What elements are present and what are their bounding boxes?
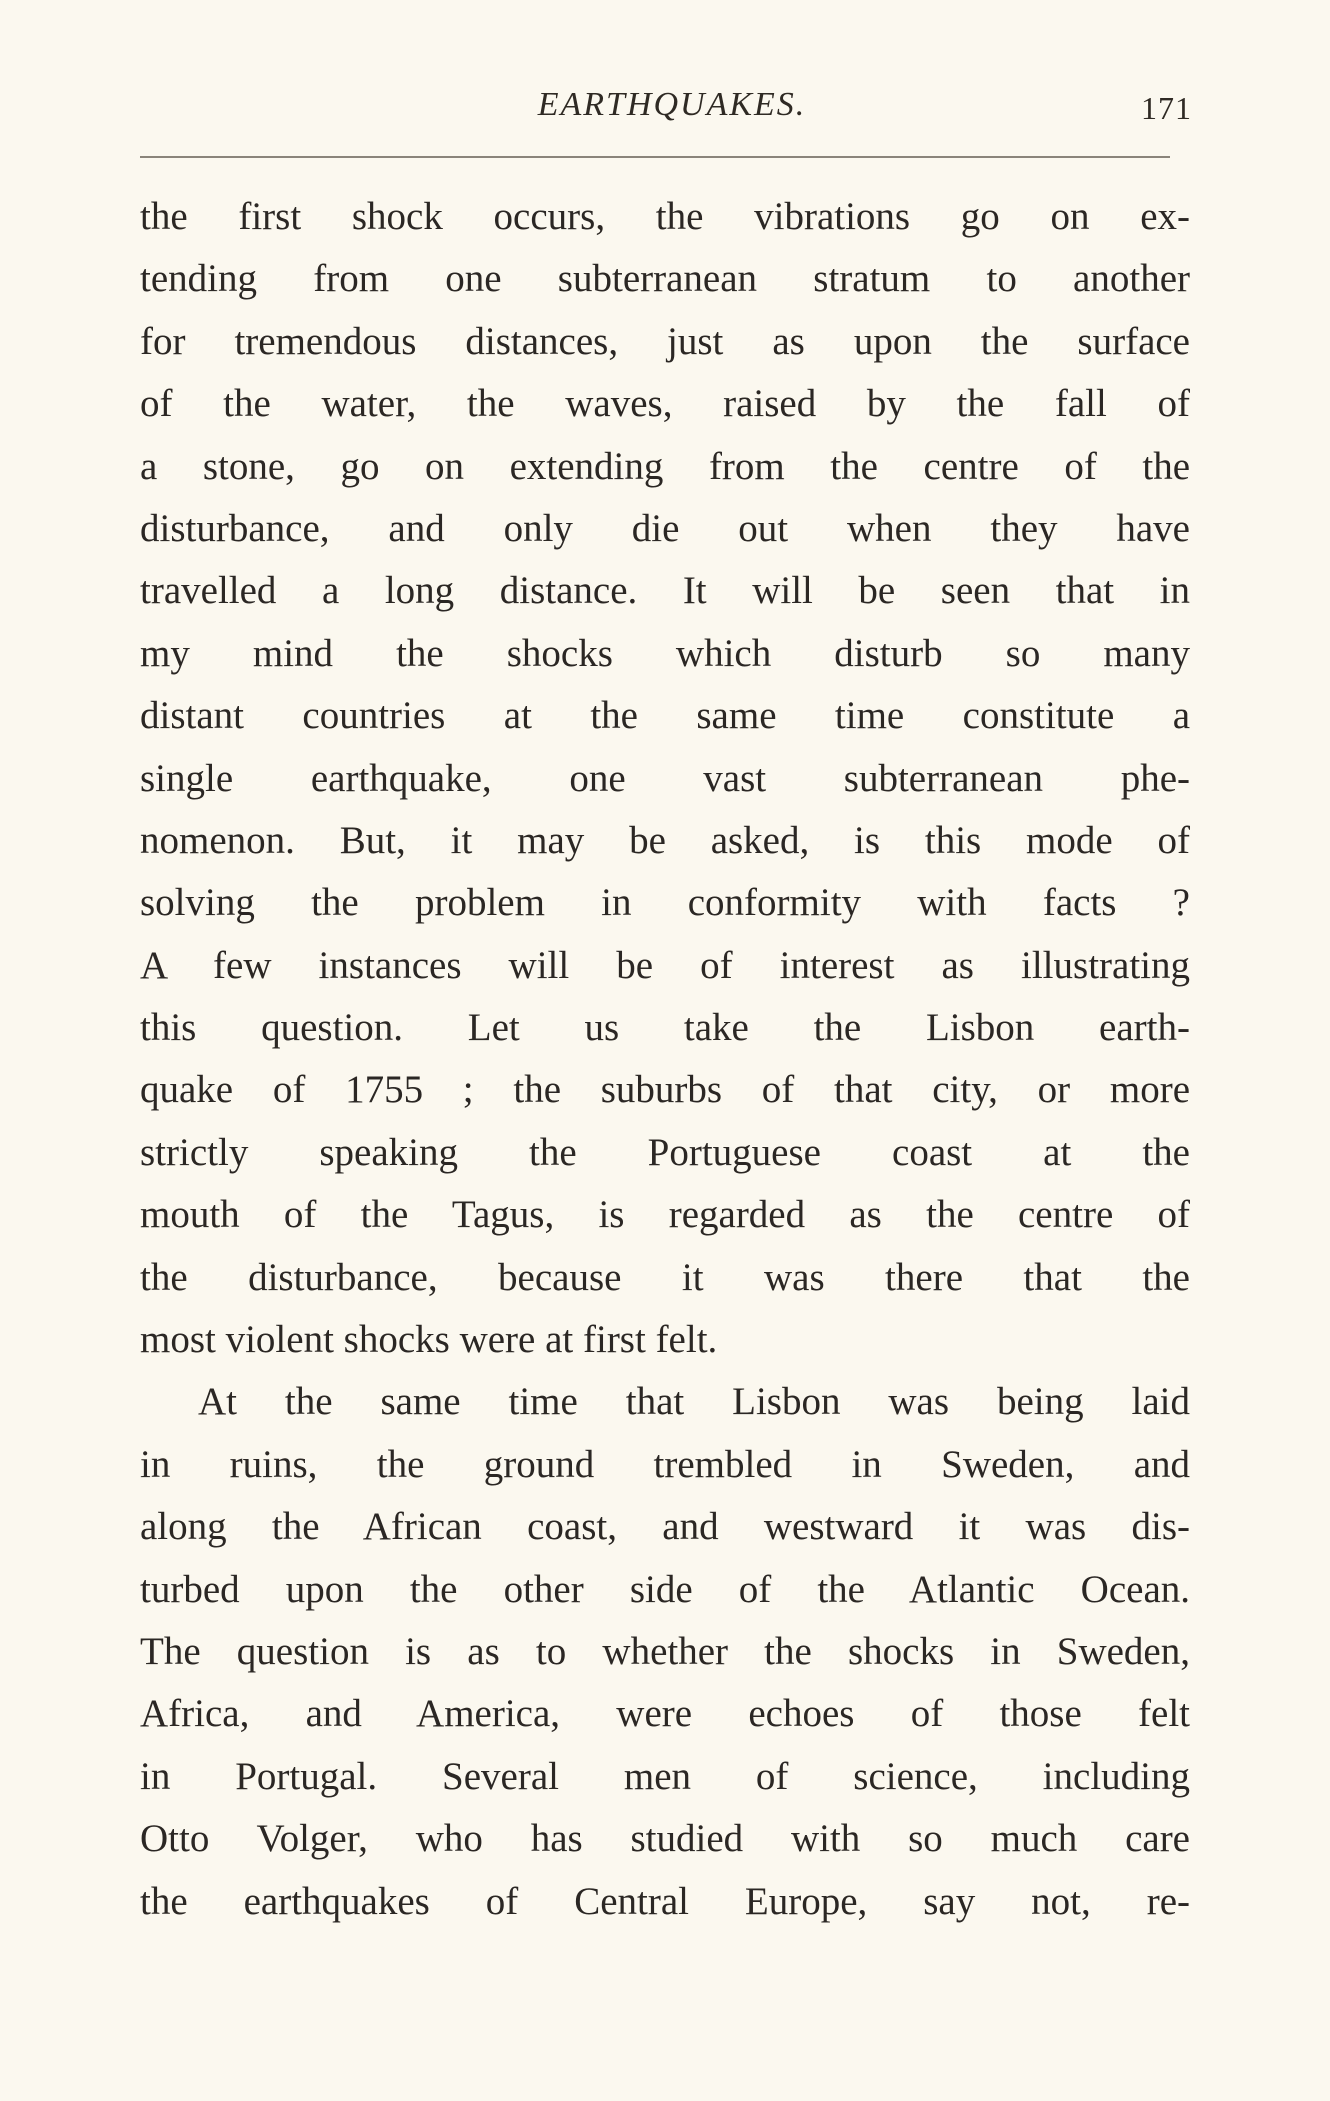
text-line: strictly speaking the Portuguese coast at the bbox=[140, 1130, 1190, 1174]
text-line: my mind the shocks which disturb so many bbox=[140, 631, 1190, 675]
header-rule bbox=[140, 156, 1170, 158]
text-line: most violent shocks were at first felt. bbox=[140, 1318, 718, 1362]
text-line: the first shock occurs, the vibrations go on ex- bbox=[140, 195, 1190, 238]
text-line: Africa, and America, were echoes of those felt bbox=[140, 1692, 1190, 1736]
text-line: the disturbance, because it was there that the bbox=[140, 1255, 1190, 1299]
text-line: Otto Volger, who has studied with so much care bbox=[140, 1817, 1190, 1861]
text-line: for tremendous distances, just as upon the surface bbox=[140, 319, 1190, 363]
text-line: The question is as to whether the shocks in Sweden, bbox=[140, 1629, 1190, 1673]
text-line: of the water, the waves, raised by the fall of bbox=[140, 382, 1190, 426]
body-text bbox=[140, 186, 1190, 1933]
text-line: solving the problem in conformity with facts ? bbox=[140, 881, 1190, 925]
text-line: At the same time that Lisbon was being laid bbox=[198, 1380, 1190, 1424]
text-line: this question. Let us take the Lisbon earth- bbox=[140, 1006, 1190, 1050]
running-title: EARTHQUAKES. bbox=[537, 86, 807, 123]
text-line: along the African coast, and westward it was dis- bbox=[140, 1505, 1190, 1549]
text-line: in Portugal. Several men of science, including bbox=[140, 1754, 1190, 1798]
text-line: in ruins, the ground trembled in Sweden, and bbox=[140, 1442, 1190, 1486]
text-line: distant countries at the same time constitute a bbox=[140, 694, 1190, 738]
text-line: mouth of the Tagus, is regarded as the centre of bbox=[140, 1193, 1190, 1237]
text-line: travelled a long distance. It will be seen that in bbox=[140, 569, 1190, 613]
text-line: a stone, go on extending from the centre of the bbox=[140, 444, 1190, 488]
text-line: quake of 1755 ; the suburbs of that city, or more bbox=[140, 1068, 1190, 1112]
text-line: A few instances will be of interest as illustrating bbox=[140, 943, 1190, 987]
text-line: the earthquakes of Central Europe, say not, re- bbox=[140, 1879, 1190, 1923]
text-line: turbed upon the other side of the Atlantic Ocean. bbox=[140, 1567, 1190, 1611]
page-number: 171 bbox=[1141, 90, 1192, 126]
text-line: tending from one subterranean stratum to another bbox=[140, 257, 1190, 301]
text-line: disturbance, and only die out when they have bbox=[140, 506, 1190, 550]
text-line: single earthquake, one vast subterranean phe- bbox=[140, 756, 1190, 800]
page-header bbox=[152, 86, 1192, 146]
text-line: nomenon. But, it may be asked, is this mode of bbox=[140, 818, 1190, 862]
